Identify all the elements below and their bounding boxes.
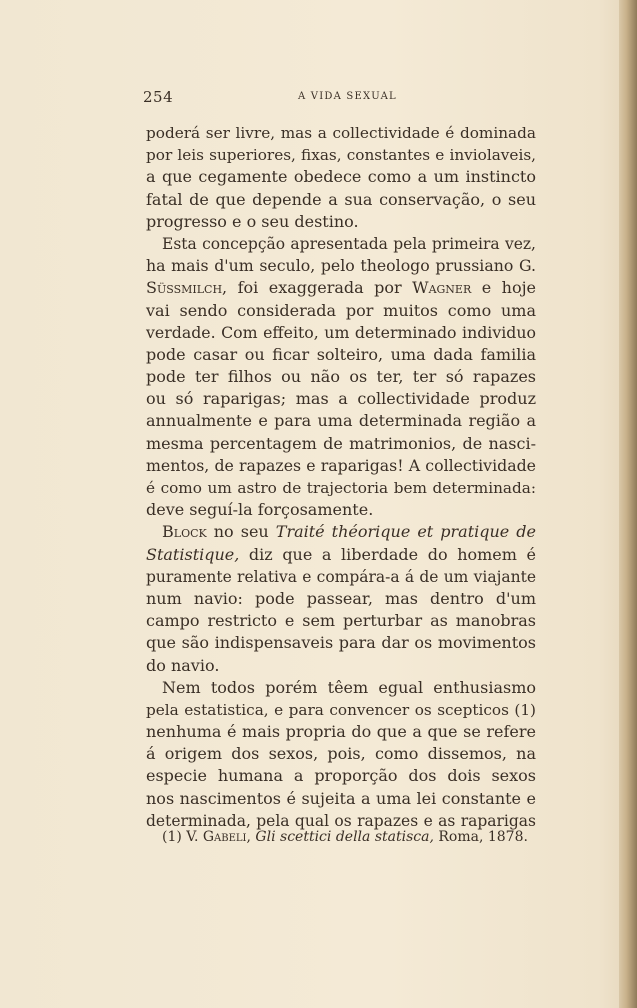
text-line: do navio. — [146, 655, 220, 675]
text-line: especie humana a proporção dos dois sexos — [146, 766, 536, 786]
text-line: pode ter filhos ou não os ter, ter só rapazes — [146, 367, 536, 387]
text-line: num navio: pode passear, mas dentro d'um — [146, 588, 536, 608]
text-line: vai sendo considerada por muitos como uma — [146, 300, 536, 320]
text-line: pode casar ou ficar solteiro, uma dada familia — [146, 344, 536, 364]
running-head — [143, 88, 535, 110]
text-line: é como um astro de trajectoria bem determinada: — [146, 479, 536, 497]
text-line: ha mais d'um seculo, pelo theologo prussiano G. — [146, 256, 536, 276]
text-line: fatal de que depende a sua conservação, o seu — [146, 189, 536, 209]
text-line: campo restricto e sem perturbar as manobras — [146, 611, 536, 631]
text-line: puramente relativa e compára-a á de um viajante — [146, 567, 536, 586]
text-line: mentos, de rapazes e raparigas! A collectividade — [146, 455, 536, 475]
text-line: annualmente e para uma determinada região a — [146, 411, 536, 431]
text-line: mesma percentagem de matrimonios, de nasci- — [146, 433, 536, 453]
text-line: nenhuma é mais propria do que a que se refere — [146, 722, 536, 742]
page-number: 254 — [143, 88, 174, 106]
text-line: que são indispensaveis para dar os movimentos — [146, 633, 536, 653]
body-text — [146, 122, 536, 832]
text-line: a que cegamente obedece como a um instincto — [146, 167, 536, 187]
text-line: pela estatistica, e para convencer os scepticos (1) — [146, 700, 536, 719]
text-line: Esta concepção apresentada pela primeira vez, — [162, 234, 536, 253]
text-line: Block no seu Traité théorique et pratique de — [162, 522, 537, 542]
text-line: ou só raparigas; mas a collectividade produz — [146, 389, 536, 409]
text-line: verdade. Com effeito, um determinado individuo — [146, 322, 536, 342]
text-line: Nem todos porém têem egual enthusiasmo — [162, 677, 536, 697]
text-line: á origem dos sexos, pois, como dissemos, na — [146, 744, 536, 764]
binding-edge — [619, 0, 637, 1008]
text-line: Statistique, diz que a liberdade do homem é — [146, 544, 536, 564]
text-line: progresso e o seu destino. — [146, 211, 359, 231]
running-title: A VIDA SEXUAL — [298, 91, 397, 102]
footnote: (1) V. Gabeli, Gli scettici della statisca, Roma, 1878. — [162, 829, 528, 845]
text-line: por leis superiores, fixas, constantes e inviolaveis, — [146, 146, 536, 165]
text-line: nos nascimentos é sujeita a uma lei constante e — [146, 788, 536, 808]
text-line: deve seguí-la forçosamente. — [146, 500, 374, 520]
text-line: Süssmilch, foi exaggerada por Wagner e hoje — [146, 278, 537, 298]
text-line: determinada, pela qual os rapazes e as raparigas — [146, 811, 536, 830]
text-line: poderá ser livre, mas a collectividade é dominada — [146, 124, 536, 142]
